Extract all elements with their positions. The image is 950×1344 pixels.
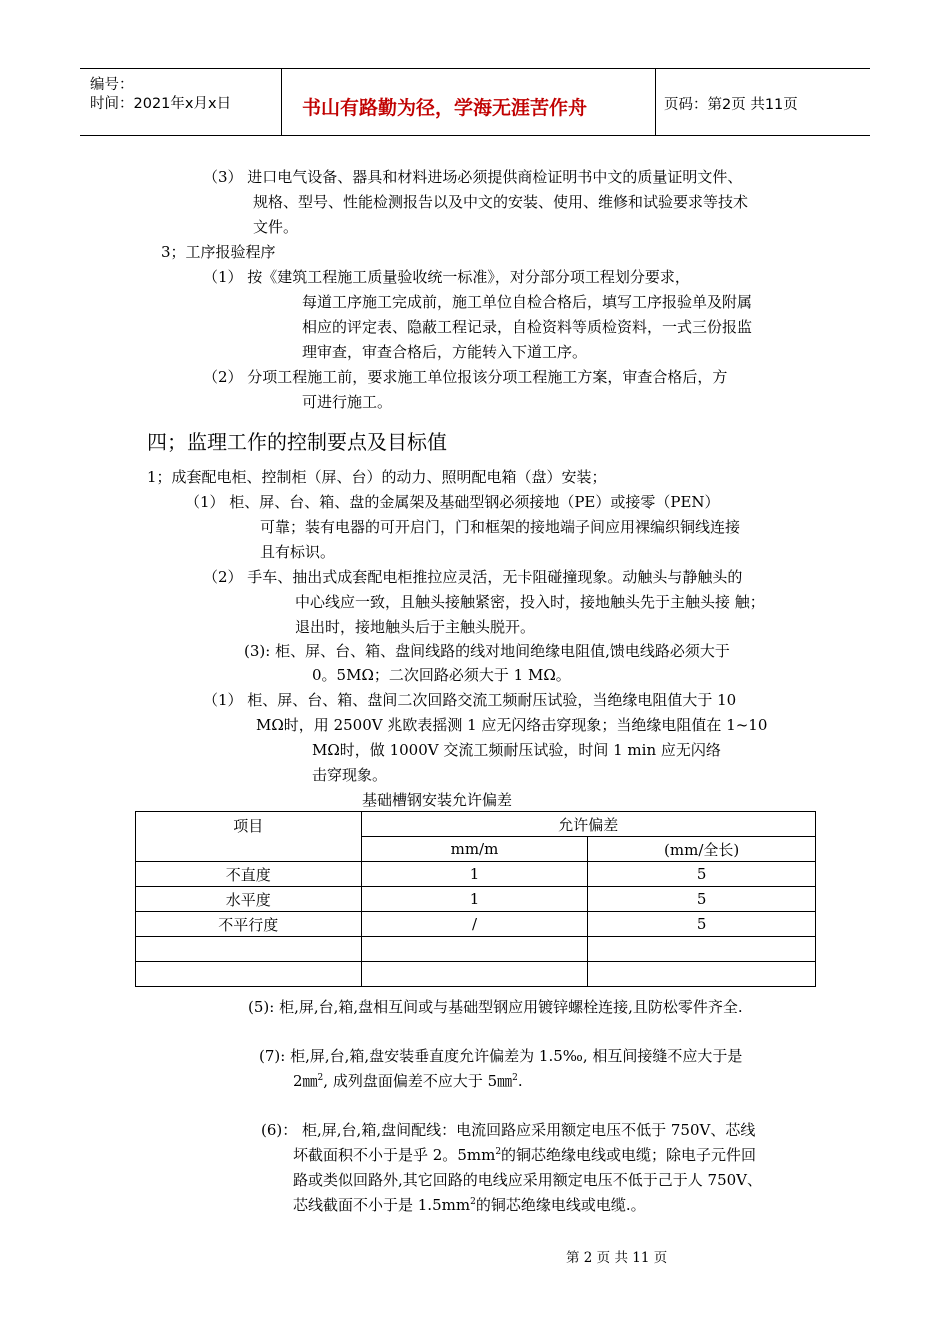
para-7-line-2: 2㎜$^2$, 成列盘面偏差不应大于 5㎜$^2$.: [293, 1072, 523, 1090]
body2-line-4: 且有标识。: [260, 543, 336, 561]
table-empty-row: [136, 962, 816, 987]
body2-line-9: 0。5MΩ；二次回路必须大于 1 MΩ。: [312, 666, 571, 684]
body2-line-12: MΩ时，做 1000V 交流工频耐压试验，时间 1 min 应无闪络: [312, 741, 721, 759]
body-line-9: （2） 分项工程施工前，要求施工单位报该分项工程施工方案，审查合格后，方: [203, 368, 728, 386]
body2-line-5: （2） 手车、抽出式成套配电柜推拉应灵活，无卡阻碰撞现象。动触头与静触头的: [203, 568, 743, 586]
body2-line-8: (3): 柜、屏、台、箱、盘间线路的线对地间绝缘电阻值,馈电线路必须大于: [244, 642, 730, 660]
table-cell-item: 不平行度: [136, 912, 362, 937]
body-line-4: 3；工序报验程序: [161, 243, 276, 261]
section-heading: 四；监理工作的控制要点及目标值: [147, 430, 447, 454]
table-row: [136, 887, 816, 912]
table-cell-item: 水平度: [136, 887, 362, 912]
table-row: [136, 912, 816, 937]
table-header-row: [136, 812, 816, 837]
table-cell-item: 不直度: [136, 862, 362, 887]
para-7-line-1: (7): 柜,屏,台,箱,盘安装垂直度允许偏差为 1.5‰, 相互间接缝不应大于是: [259, 1047, 743, 1065]
body2-line-13: 击穿现象。: [312, 766, 388, 784]
page-footer: 第 2 页 共 11 页: [566, 1250, 668, 1266]
body-line-5: （1） 按《建筑工程施工质量验收统一标准》，对分部分项工程划分要求，: [203, 268, 690, 286]
body-line-7: 相应的评定表、隐蔽工程记录，自检资料等质检资料，一式三份报监: [302, 318, 753, 336]
table-header-item: 项目: [136, 812, 362, 862]
table-subheader-per-m: mm/m: [361, 837, 588, 862]
body2-line-10: （1） 柜、屏、台、箱、盘间二次回路交流工频耐压试验，当绝缘电阻值大于 10: [203, 691, 737, 709]
table-header-tolerance: 允许偏差: [361, 812, 815, 837]
header-motto: 书山有路勤为径，学海无涯苦作舟: [302, 97, 588, 119]
table-cell-per-m: /: [361, 912, 588, 937]
body2-line-11: MΩ时，用 2500V 兆欧表摇测 1 应无闪络击穿现象；当绝缘电阻值在 1~10: [256, 716, 768, 734]
header-bottom-rule: [80, 135, 870, 136]
header-time-label: 时间：2021年x月x日: [90, 96, 232, 112]
para-6-line-3: 路或类似回路外,其它回路的电线应采用额定电压不低于己于人 750V、: [293, 1171, 763, 1189]
table-empty-row: [136, 937, 816, 962]
header-page-info: 页码：第2页 共11页: [664, 97, 798, 113]
body-line-8: 理审查，审查合格后，方能转入下道工序。: [302, 343, 588, 361]
para-6-line-1: (6)： 柜,屏,台,箱,盘间配线：电流回路应采用额定电压不低于 750V、芯线: [261, 1121, 756, 1139]
para-5: (5): 柜,屏,台,箱,盘相互间或与基础型钢应用镀锌螺栓连接,且防松零件齐全.: [248, 998, 743, 1016]
table-cell-full: 5: [588, 862, 816, 887]
table-caption: 基础槽钢安装允许偏差: [362, 791, 513, 809]
table-cell-per-m: 1: [361, 887, 588, 912]
body-line-10: 可进行施工。: [302, 393, 393, 411]
table-cell-per-m: 1: [361, 862, 588, 887]
body2-line-6: 中心线应一致，且触头接触紧密，投入时，接地触头先于主触头接 触；: [295, 593, 765, 611]
body2-line-2: （1） 柜、屏、台、箱、盘的金属架及基础型钢必须接地（PE）或接零（PEN）: [185, 493, 720, 511]
body-line-6: 每道工序施工完成前，施工单位自检合格后，填写工序报验单及附属: [302, 293, 753, 311]
body2-line-1: 1；成套配电柜、控制柜（屏、台）的动力、照明配电箱（盘）安装；: [147, 468, 607, 486]
para-6-line-2: 坏截面积不小于是乎 2。$5mm^2$的铜芯绝缘电线或电缆；除电子元件回: [293, 1146, 757, 1164]
table-subheader-full: (mm/全长): [588, 837, 816, 862]
table-cell-full: 5: [588, 912, 816, 937]
body2-line-7: 退出时，接地触头后于主触头脱开。: [295, 618, 536, 636]
header-top-rule: [80, 68, 870, 69]
body-line-3: 文件。: [253, 218, 299, 236]
body2-line-3: 可靠；装有电器的可开启门，门和框架的接地端子间应用裸编织铜线连接: [260, 518, 741, 536]
body-line-1: （3） 进口电气设备、器具和材料进场必须提供商检证明书中文的质量证明文件、: [203, 168, 743, 186]
table-cell-full: 5: [588, 887, 816, 912]
header-divider-right: [655, 68, 656, 136]
header-number-label: 编号：: [90, 77, 134, 93]
para-6-line-4: 芯线截面不小于是 $1.5mm^2$的铜芯绝缘电线或电缆.。: [293, 1196, 646, 1214]
table-row: [136, 862, 816, 887]
deviation-table: [135, 811, 816, 987]
body-line-2: 规格、型号、性能检测报告以及中文的安装、使用、维修和试验要求等技术: [253, 193, 749, 211]
header-divider-left: [281, 68, 282, 136]
